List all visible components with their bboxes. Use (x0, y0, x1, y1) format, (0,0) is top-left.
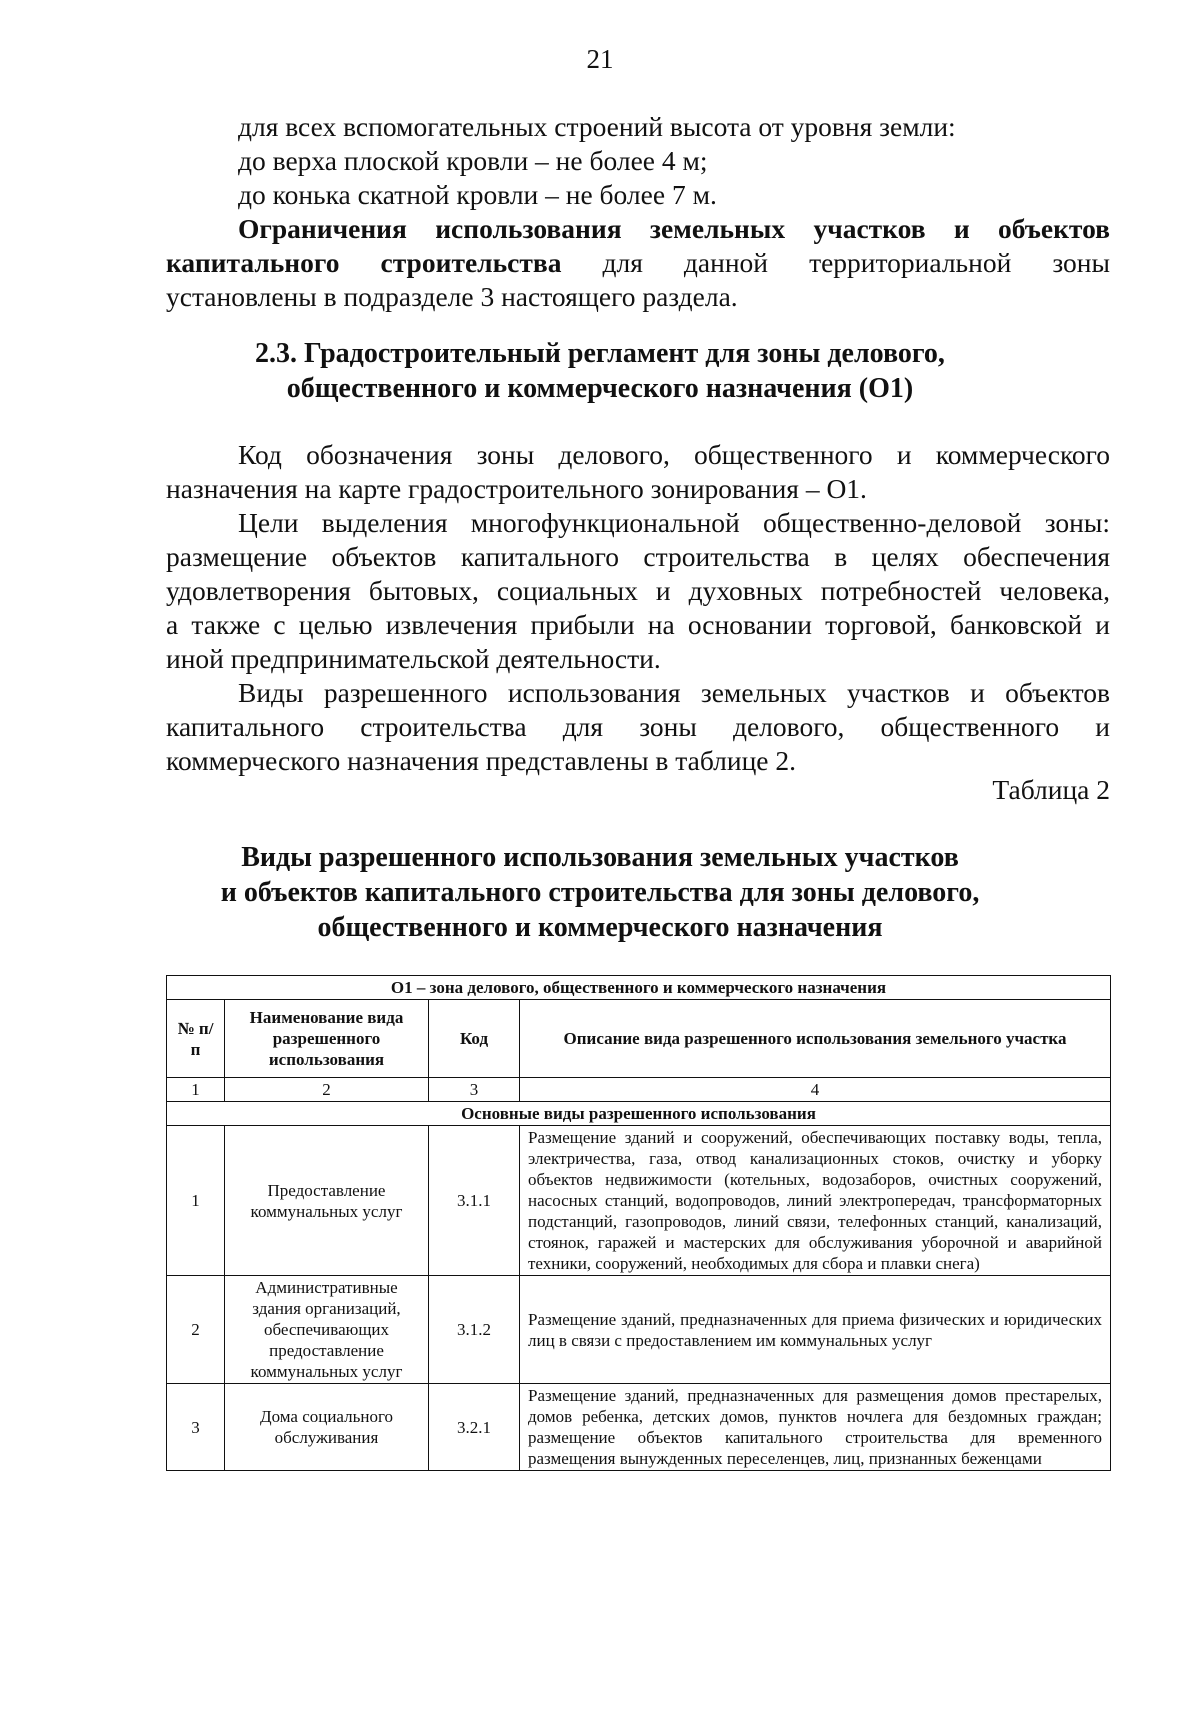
restriction-bold-part: капитального строительства (166, 247, 562, 278)
table-row (167, 1126, 1111, 1276)
col-number: 4 (520, 1078, 1111, 1102)
paragraph-line: назначения на карте градостроительного зонирования – О1. (166, 473, 867, 504)
land-use-table (166, 975, 1111, 1471)
restriction-line (166, 246, 1110, 280)
section-label: Основные виды разрешенного использования (167, 1102, 1111, 1126)
section-title-line: 2.3. Градостроительный регламент для зоны делового, (255, 338, 945, 369)
column-header-row (167, 1000, 1111, 1078)
zone-header-row (167, 976, 1111, 1000)
table-title-line: и объектов капитального строительства для зоны делового, (220, 877, 980, 908)
row-num: 1 (167, 1126, 225, 1276)
col-header-code: Код (429, 1000, 520, 1078)
row-num: 3 (167, 1384, 225, 1471)
row-code: 3.1.2 (429, 1276, 520, 1384)
table-title-line: общественного и коммерческого назначения (317, 912, 883, 943)
paragraph-line: Цели выделения многофункциональной общественно-деловой зоны: (238, 507, 1110, 538)
paragraph-line: размещение объектов капитального строительства в целях обеспечения (166, 541, 1110, 572)
col-number: 3 (429, 1078, 520, 1102)
paragraph-line: удовлетворения бытовых, социальных и духовных потребностей человека, (166, 575, 1110, 606)
row-desc: Размещение зданий, предназначенных для приема физических и юридических лиц в связи с предоставлением им коммунальных услуг (520, 1276, 1111, 1384)
section-heading (0, 336, 1200, 406)
table-label: Таблица 2 (992, 774, 1110, 805)
col-header-desc: Описание вида разрешенного использования земельного участка (520, 1000, 1111, 1078)
paragraph-line: Виды разрешенного использования земельных участков и объектов (238, 677, 1110, 708)
col-header-name: Наименование вида разрешенного использования (225, 1000, 429, 1078)
table-row (167, 1276, 1111, 1384)
row-name: Предоставление коммунальных услуг (225, 1126, 429, 1276)
row-desc: Размещение зданий и сооружений, обеспечивающих поставку воды, тепла, электричества, газа, отвод канализационных стоков, очистку и уборку объектов недвижимости (котельных, водозаборов, очистных сооружений, насосных станций, водопроводов, линий электропередач, трансформаторных подстанций, газопроводов, линий связи, телефонных станций, канализаций, стоянок, гаражей и мастерских для обслуживания уборочной и аварийной техники, сооружений, необходимых для сбора и плавки снега) (520, 1126, 1111, 1276)
row-code: 3.1.1 (429, 1126, 520, 1276)
restriction-rest: для данной территориальной зоны (561, 247, 1110, 278)
col-number: 2 (225, 1078, 429, 1102)
row-name: Административные здания организаций, обеспечивающих предоставление коммунальных услуг (225, 1276, 429, 1384)
row-desc: Размещение зданий, предназначенных для размещения домов престарелых, домов ребенка, детских домов, пунктов ночлега для бездомных граждан; размещение объектов капитального строительства для временного размещения вынужденных переселенцев, лиц, признанных беженцами (520, 1384, 1111, 1471)
paragraph-line: Код обозначения зоны делового, общественного и коммерческого (238, 439, 1110, 470)
paragraph-line: коммерческого назначения представлены в таблице 2. (166, 745, 797, 776)
intro-line: для всех вспомогательных строений высота от уровня земли: (238, 111, 956, 142)
paragraph-line: а также с целью извлечения прибыли на основании торговой, банковской и (166, 609, 1110, 640)
intro-line: до конька скатной кровли – не более 7 м. (238, 179, 717, 210)
col-number: 1 (167, 1078, 225, 1102)
table-row (167, 1384, 1111, 1471)
body-paragraphs (166, 438, 1110, 778)
section-row (167, 1102, 1111, 1126)
zone-header: О1 – зона делового, общественного и коммерческого назначения (167, 976, 1111, 1000)
col-header-num: № п/п (167, 1000, 225, 1078)
table-title (0, 840, 1200, 945)
intro-block (166, 110, 1110, 314)
paragraph-line: иной предпринимательской деятельности. (166, 643, 661, 674)
row-num: 2 (167, 1276, 225, 1384)
table-title-line: Виды разрешенного использования земельных участков (241, 842, 959, 873)
restriction-line: установлены в подразделе 3 настоящего раздела. (166, 281, 738, 312)
section-title-line: общественного и коммерческого назначения (О1) (286, 373, 914, 404)
restriction-line-bold: Ограничения использования земельных участков и объектов (238, 213, 1110, 244)
row-name: Дома социального обслуживания (225, 1384, 429, 1471)
column-number-row (167, 1078, 1111, 1102)
paragraph-line: капитального строительства для зоны делового, общественного и (166, 711, 1110, 742)
page-number: 21 (586, 44, 614, 74)
row-code: 3.2.1 (429, 1384, 520, 1471)
intro-line: до верха плоской кровли – не более 4 м; (238, 145, 708, 176)
